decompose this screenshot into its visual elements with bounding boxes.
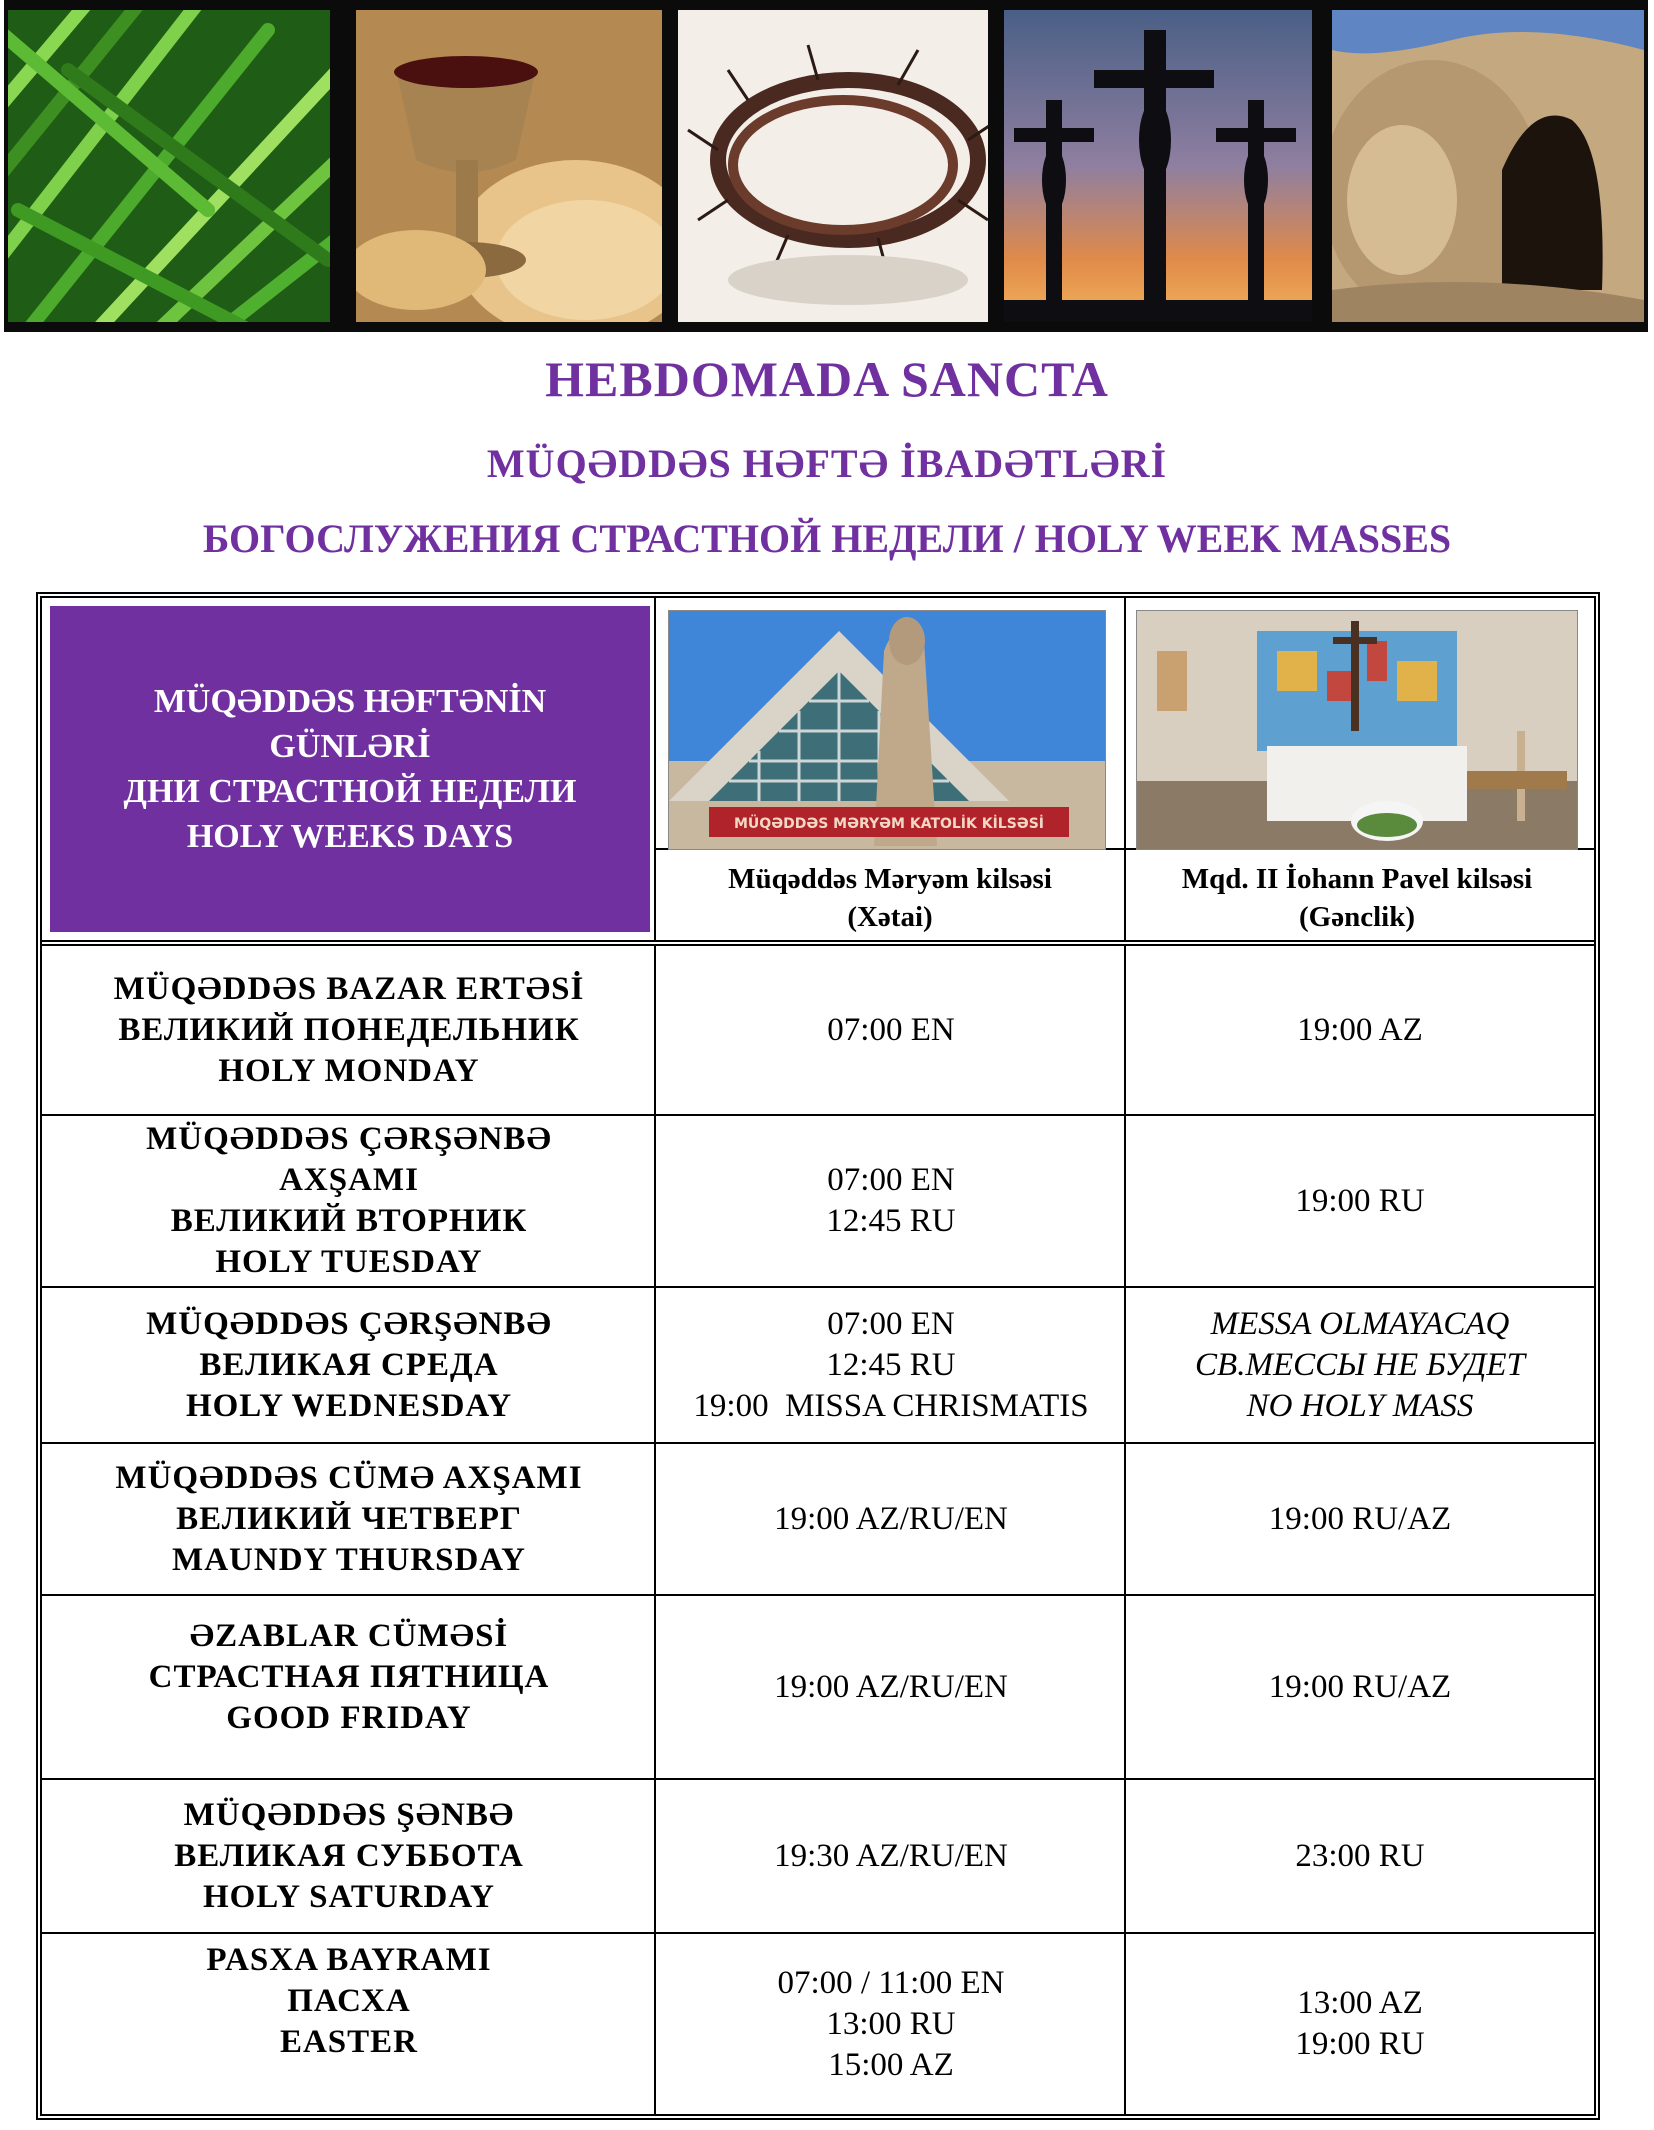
mass-time: 07:00 EN (827, 1011, 955, 1048)
church1-time-cell (656, 1596, 1126, 1778)
day-cell (42, 1288, 656, 1442)
mass-time: 12:45 RU (826, 1203, 956, 1239)
church1-header (656, 860, 1124, 936)
day-name-az: MÜQƏDDƏS CÜMƏ AXŞAMI (115, 1459, 583, 1496)
day-name-az-cont: AXŞAMI (279, 1162, 419, 1198)
church1-time-cell (656, 1288, 1126, 1442)
mass-time: 13:00 RU (826, 2005, 956, 2042)
days-header-line: HOLY WEEKS DAYS (186, 818, 514, 855)
church2-name: Mqd. II İohann Pavel kilsəsi (1181, 863, 1533, 895)
church1-time-cell (656, 1934, 1126, 2114)
mass-time: 23:00 RU (1295, 1837, 1425, 1874)
mass-time: 19:30 AZ/RU/EN (774, 1837, 1008, 1874)
church2-time-cell (1126, 1596, 1594, 1778)
subtitle-russian-english: БОГОСЛУЖЕНИЯ СТРАСТНОЙ НЕДЕЛИ / HOLY WEEK MASSES (202, 516, 1452, 561)
day-name-en: HOLY TUESDAY (215, 1244, 483, 1280)
days-header-line: GÜNLƏRİ (269, 728, 431, 765)
no-mass-notice: СВ.МЕССЫ НЕ БУДЕТ (1195, 1346, 1525, 1383)
schedule-row-holy-tuesday (42, 1116, 1594, 1286)
days-header-line: MÜQƏDDƏS HƏFTƏNİN (153, 683, 547, 720)
three-crosses-sunset-image (1004, 10, 1312, 322)
mass-time: 19:00 MISSA CHRISMATIS (693, 1387, 1089, 1424)
day-name-ru: ПАСХА (287, 1983, 411, 2019)
day-name-ru: ВЕЛИКАЯ СРЕДА (199, 1346, 499, 1383)
mass-time: 07:00 / 11:00 EN (777, 1964, 1005, 2001)
mass-time: 07:00 EN (827, 1305, 955, 1342)
day-cell (42, 1596, 656, 1778)
church1-time-cell (656, 946, 1126, 1114)
schedule-row-easter (42, 1934, 1594, 2114)
day-name-az: MÜQƏDDƏS ÇƏRŞƏNBƏ (146, 1121, 552, 1157)
day-cell (42, 1780, 656, 1932)
day-cell (42, 1934, 656, 2114)
chalice-bread-image (356, 10, 662, 322)
no-mass-notice: NO HOLY MASS (1246, 1387, 1474, 1424)
palm-leaves-image (8, 10, 330, 322)
day-name-en: HOLY WEDNESDAY (185, 1387, 513, 1424)
church2-time-cell (1126, 1444, 1594, 1594)
mass-time: 13:00 AZ (1297, 1985, 1423, 2021)
day-cell (42, 1444, 656, 1594)
mass-time: 19:00 AZ/RU/EN (774, 1668, 1008, 1705)
day-name-ru: ВЕЛИКАЯ СУББОТА (174, 1837, 524, 1874)
schedule-row-maundy-thursday (42, 1444, 1594, 1594)
days-header-line: ДНИ СТРАСТНОЙ НЕДЕЛИ (123, 773, 577, 810)
day-cell (42, 946, 656, 1114)
church2-time-cell (1126, 1934, 1594, 2114)
day-name-az: PASXA BAYRAMI (206, 1942, 492, 1978)
schedule-row-holy-monday (42, 946, 1594, 1114)
mass-time: 19:00 RU/AZ (1268, 1668, 1452, 1705)
church1-time-cell (656, 1780, 1126, 1932)
church2-time-cell (1126, 1116, 1594, 1286)
church1-area: (Xətai) (847, 901, 933, 933)
page-title: HEBDOMADA SANCTA (545, 351, 1109, 407)
schedule-row-holy-saturday (42, 1780, 1594, 1932)
schedule-table (36, 592, 1600, 2120)
church1-time-cell (656, 1116, 1126, 1286)
day-name-ru: ВЕЛИКИЙ ПОНЕДЕЛЬНИК (118, 1011, 580, 1048)
church2-time-cell (1126, 1288, 1594, 1442)
day-cell (42, 1116, 656, 1286)
subtitle-azerbaijani: MÜQƏDDƏS HƏFTƏ İBADƏTLƏRİ (486, 441, 1168, 486)
church2-time-cell (1126, 946, 1594, 1114)
mass-time: 15:00 AZ (828, 2046, 954, 2083)
crown-of-thorns-image (678, 10, 988, 322)
mass-time: 19:00 RU (1295, 2026, 1425, 2062)
day-name-en: HOLY MONDAY (218, 1052, 480, 1089)
no-mass-notice: MESSA OLMAYACAQ (1210, 1305, 1510, 1342)
day-name-en: GOOD FRIDAY (226, 1700, 472, 1736)
church1-photo (668, 610, 1106, 850)
mass-time: 07:00 EN (827, 1162, 955, 1198)
days-header-cell (50, 606, 650, 932)
mass-time: 19:00 AZ (1297, 1011, 1423, 1048)
church2-time-cell (1126, 1780, 1594, 1932)
church2-header (1126, 860, 1588, 936)
mass-time: 19:00 RU/AZ (1268, 1500, 1452, 1537)
empty-tomb-image (1332, 10, 1644, 322)
mass-time: 19:00 AZ/RU/EN (774, 1500, 1008, 1537)
day-name-az: MÜQƏDDƏS ŞƏNBƏ (183, 1796, 515, 1833)
day-name-az: MÜQƏDDƏS ÇƏRŞƏNBƏ (146, 1305, 552, 1342)
day-name-ru: ВЕЛИКИЙ ЧЕТВЕРГ (176, 1500, 522, 1537)
church1-name: Müqəddəs Məryəm kilsəsi (728, 863, 1052, 895)
day-name-en: EASTER (279, 2024, 419, 2060)
mass-time: 19:00 RU (1295, 1182, 1425, 1219)
church2-area: (Gənclik) (1299, 901, 1415, 933)
schedule-row-holy-wednesday (42, 1288, 1594, 1442)
day-name-en: HOLY SATURDAY (202, 1878, 496, 1915)
day-name-ru: ВЕЛИКИЙ ВТОРНИК (170, 1203, 528, 1239)
church1-sign: MÜQƏDDƏS MƏRYƏM KATOLİK KİLSƏSİ (734, 816, 1044, 832)
holy-week-banner (4, 0, 1648, 332)
day-name-az: MÜQƏDDƏS BAZAR ERTƏSİ (113, 970, 585, 1007)
day-name-en: MAUNDY THURSDAY (172, 1541, 526, 1578)
mass-time: 12:45 RU (826, 1346, 956, 1383)
church2-photo (1136, 610, 1578, 850)
day-name-ru: СТРАСТНАЯ ПЯТНИЦА (148, 1659, 550, 1695)
church1-time-cell (656, 1444, 1126, 1594)
day-name-az: ƏZABLAR CÜMƏSİ (189, 1618, 509, 1654)
schedule-row-good-friday (42, 1596, 1594, 1778)
